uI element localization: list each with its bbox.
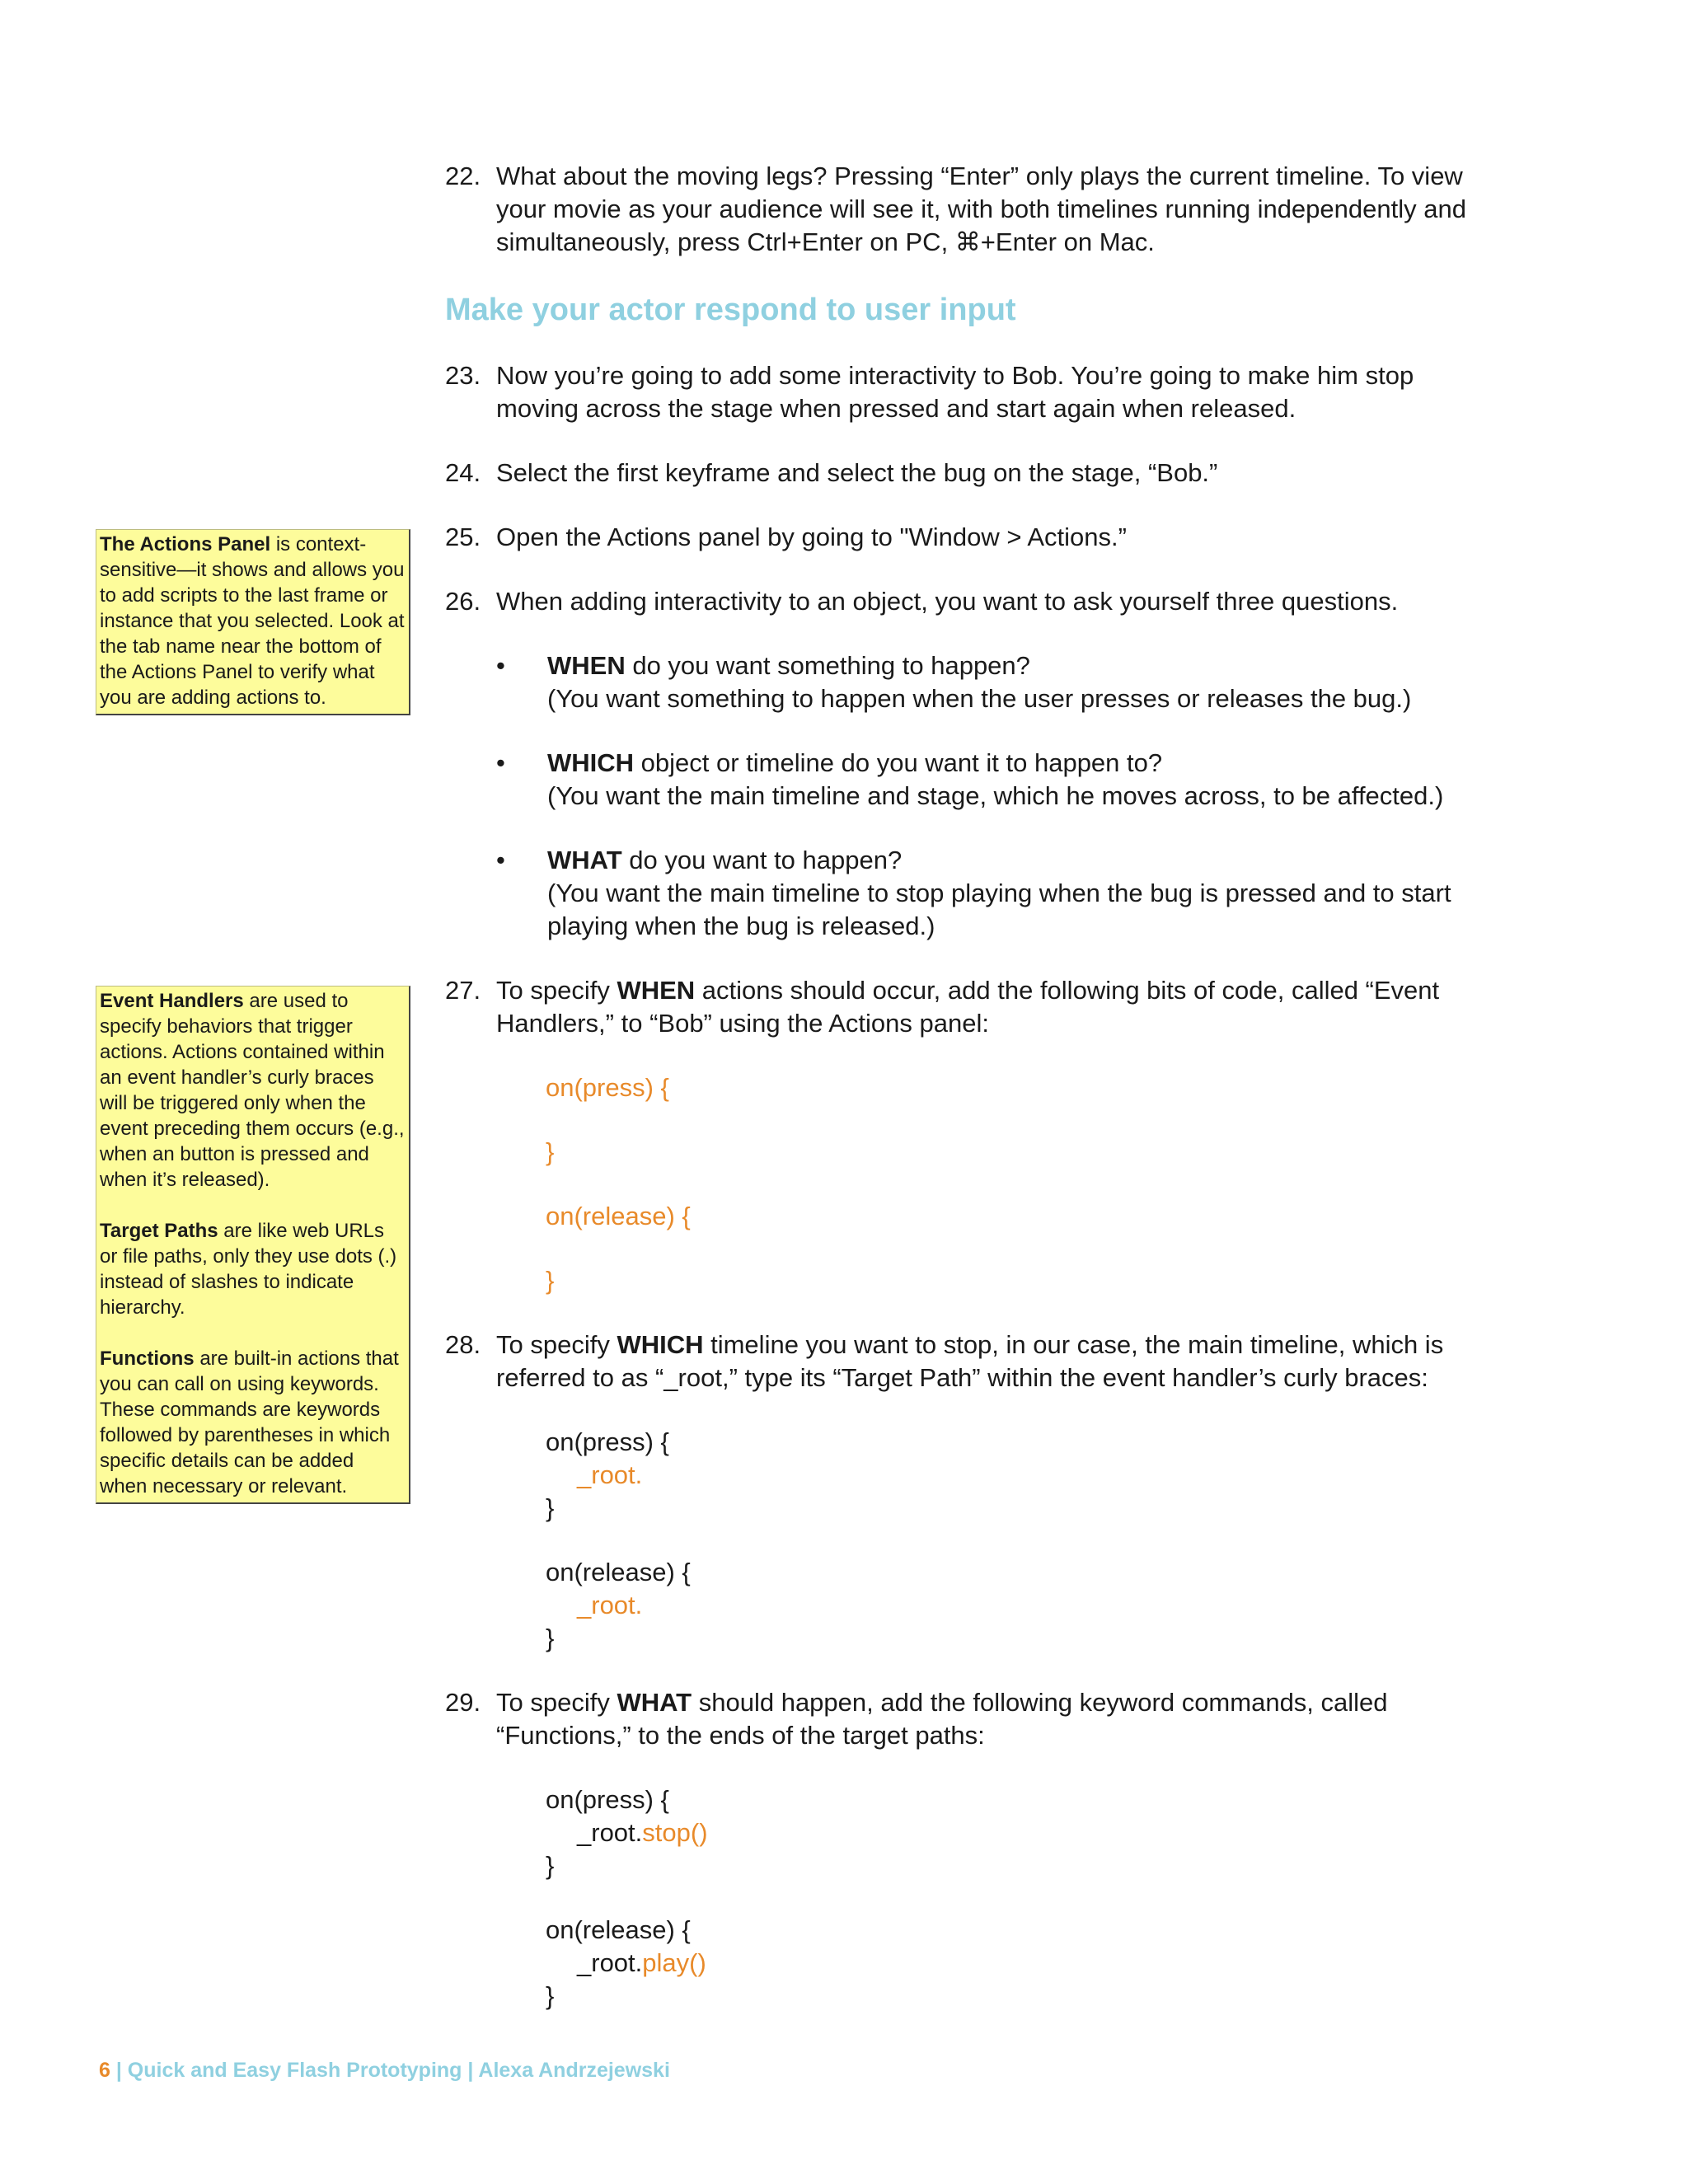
step-26: 26. When adding interactivity to an object, you want to ask yourself three questions. (445, 587, 1399, 616)
list-item: • WHEN do you want something to happen? (You want something to happen when the user presses or releases the bug.) (496, 651, 1412, 713)
page-number: 6 (99, 2059, 110, 2082)
main-content (445, 160, 1500, 2044)
code-block-target-paths: on(press) { _root. } on(release) { _root. } (546, 1427, 691, 1652)
step-23: 23. Now you’re going to add some interactivity to Bob. You’re going to make him stop moving across the stage when pressed and start again when released. (445, 361, 1414, 423)
question-list (445, 649, 1500, 943)
list-item: • WHICH object or timeline do you want it to happen to? (You want the main timeline and stage, which he moves across, to be affected.) (496, 748, 1444, 810)
code-block-functions: on(press) { _root.stop() } on(release) { _root.play() } (546, 1785, 708, 2010)
step-27: 27. To specify WHEN actions should occur, add the following bits of code, called “Event Handlers,” to “Bob” using the Actions panel: (445, 976, 1440, 1038)
step-28: 28. To specify WHICH timeline you want to stop, in our case, the main timeline, which is referred to as “_root,” type its “Target Path” within the event handler’s curly braces: (445, 1330, 1444, 1392)
step-29: 29. To specify WHAT should happen, add the following keyword commands, called “Functions,” to the ends of the target paths: (445, 1688, 1388, 1750)
sidebar-note-actions-panel: The Actions Panel is context-sensitive—it shows and allows you to add scripts to the last frame or instance that you selected. Look at the tab name near the bottom of the Actions Panel to verify what you are adding actions to. (96, 529, 410, 715)
section-heading: Make your actor respond to user input (445, 293, 1016, 327)
sidebar-note-definitions: Event Handlers are used to specify behaviors that trigger actions. Actions contained within an event handler’s curly braces will be triggered only when the event preceding them occurs (e.g., when an button is pressed and when it’s released). Target Paths are like web URLs or file paths, only they use dots (.) instead of slashes to indicate hierarchy. Functions are built-in actions that you can call on using keywords. These commands are keywords followed by parentheses in which specific details can be added when necessary or relevant. (96, 986, 410, 1504)
step-25: 25. Open the Actions panel by going to "Window > Actions.” (445, 523, 1127, 551)
code-block-event-handlers: on(press) { } on(release) { } (546, 1073, 691, 1295)
step-22: 22. What about the moving legs? Pressing “Enter” only plays the current timeline. To view your movie as your audience will see it, with both timelines running independently and simultaneously, press Ctrl+Enter on PC, ⌘+Enter on Mac. (445, 162, 1466, 256)
step-24: 24. Select the first keyframe and select the bug on the stage, “Bob.” (445, 458, 1218, 487)
page-footer: 6 | Quick and Easy Flash Prototyping | Alexa Andrzejewski (99, 2059, 670, 2082)
list-item: • WHAT do you want to happen? (You want the main timeline to stop playing when the bug is pressed and to start playing when the bug is released.) (496, 846, 1451, 940)
